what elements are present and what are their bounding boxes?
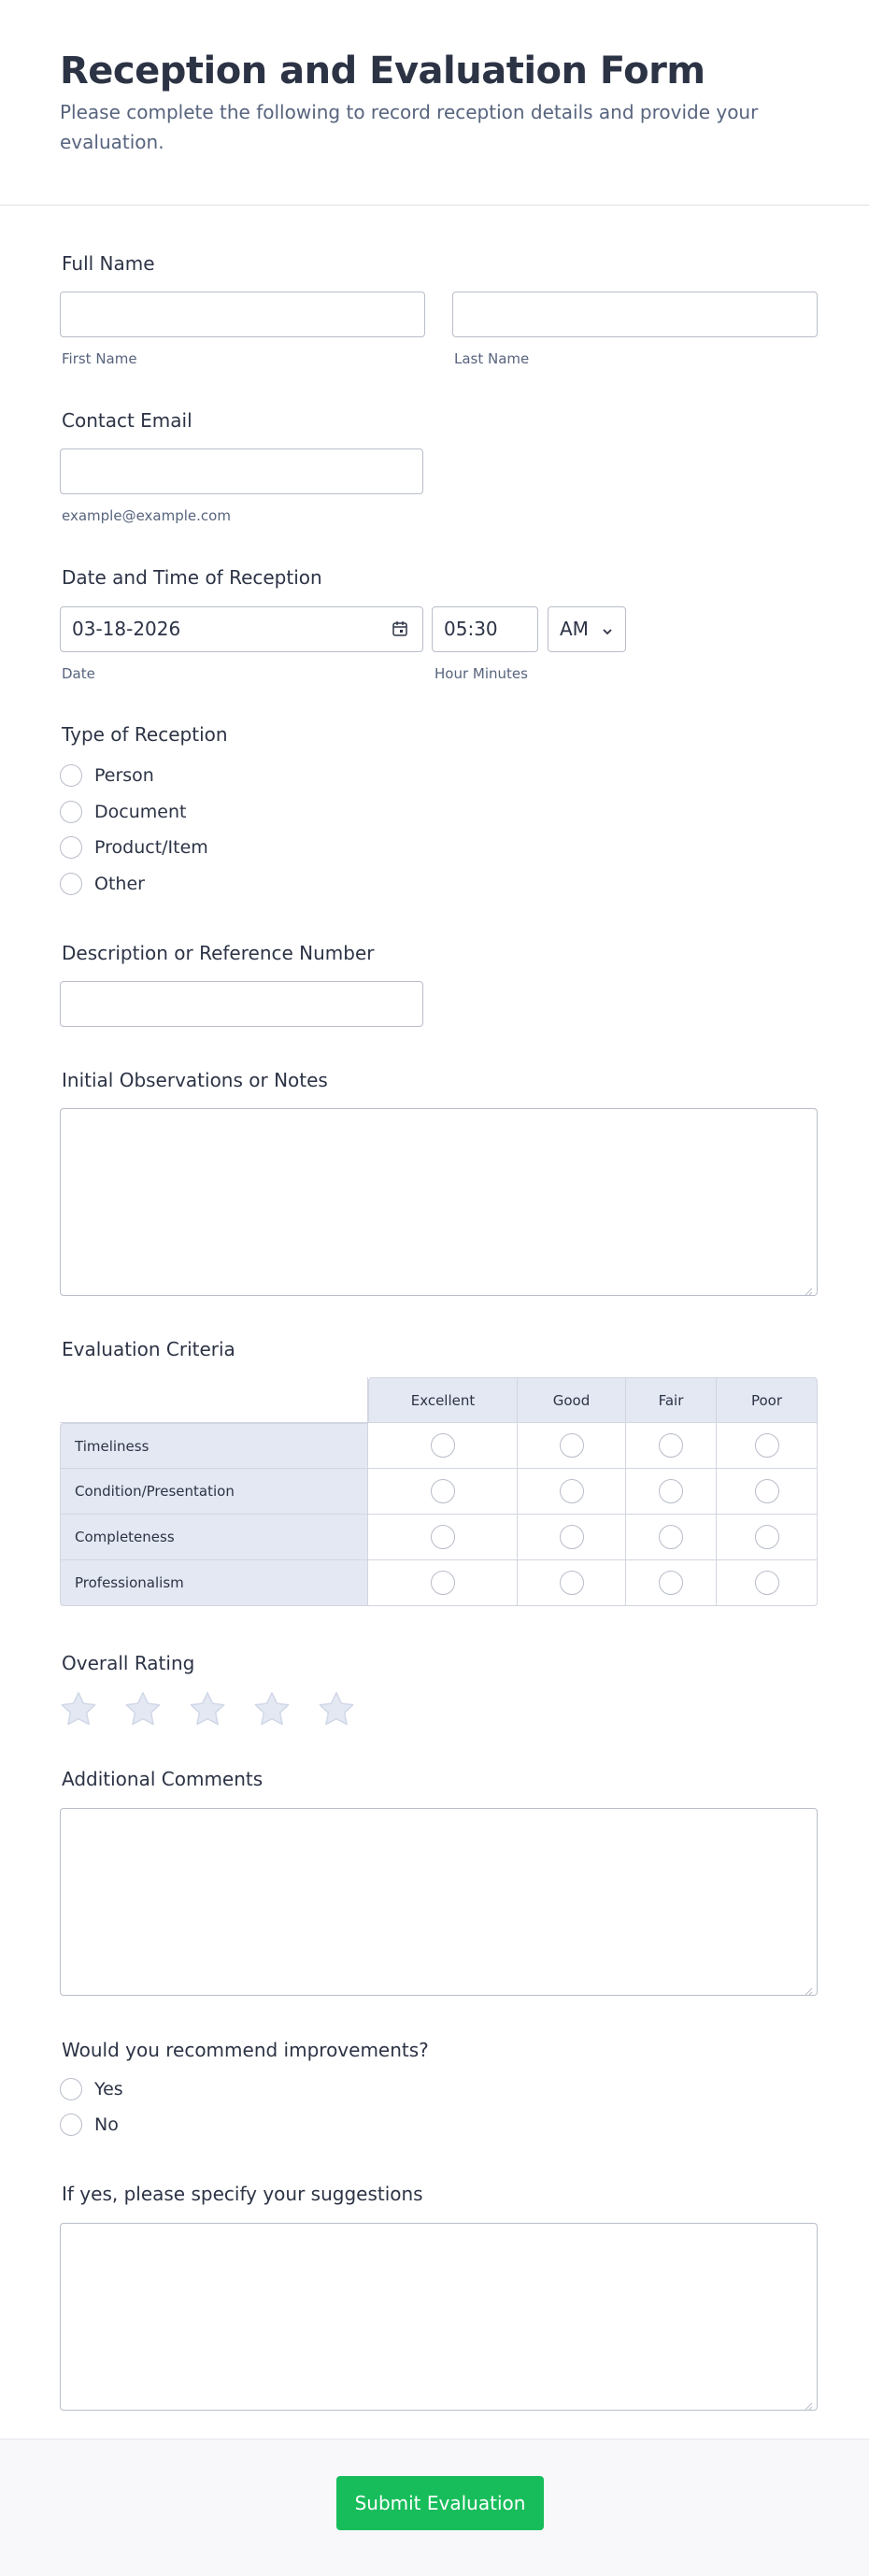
matrix-radio[interactable] — [431, 1571, 455, 1595]
observations-label: Initial Observations or Notes — [62, 1069, 328, 1091]
form-subtitle: Please complete the following to record reception details and provide your evaluation. — [60, 101, 759, 153]
matrix-corner — [60, 1377, 368, 1423]
email-label: Contact Email — [62, 409, 192, 432]
reception-type-label: Type of Reception — [62, 723, 228, 746]
star-icon[interactable] — [252, 1690, 292, 1728]
radio-other[interactable] — [60, 873, 82, 895]
datetime-label: Date and Time of Reception — [62, 566, 322, 589]
full-name-label: Full Name — [62, 252, 155, 275]
comments-label: Additional Comments — [62, 1768, 264, 1790]
matrix-col-good: Good — [518, 1377, 626, 1423]
criteria-label: Evaluation Criteria — [62, 1338, 235, 1360]
radio-label-person[interactable]: Person — [94, 765, 154, 786]
date-sublabel: Date — [62, 665, 95, 682]
matrix-col-excellent: Excellent — [368, 1377, 518, 1423]
matrix-radio[interactable] — [755, 1525, 779, 1549]
form-footer — [0, 2439, 869, 2576]
recommend-label: Would you recommend improvements? — [62, 2039, 429, 2061]
time-input[interactable]: 05:30 — [432, 606, 538, 652]
matrix-radio[interactable] — [659, 1433, 683, 1458]
first-name-input[interactable] — [60, 292, 425, 337]
radio-label-product-item[interactable]: Product/Item — [94, 837, 208, 858]
matrix-radio[interactable] — [659, 1479, 683, 1503]
criteria-matrix — [60, 1377, 818, 1606]
star-icon[interactable] — [59, 1690, 98, 1728]
matrix-row-condition: Condition/Presentation — [60, 1469, 368, 1515]
matrix-radio[interactable] — [755, 1571, 779, 1595]
submit-button[interactable]: Submit Evaluation — [336, 2476, 544, 2530]
ampm-select[interactable]: AM — [548, 606, 626, 652]
star-icon[interactable] — [123, 1690, 163, 1728]
matrix-radio[interactable] — [755, 1479, 779, 1503]
radio-document[interactable] — [60, 801, 82, 823]
matrix-radio[interactable] — [659, 1571, 683, 1595]
resize-grip-icon[interactable] — [804, 2397, 813, 2406]
radio-label-document[interactable]: Document — [94, 802, 187, 822]
matrix-col-poor: Poor — [717, 1377, 818, 1423]
resize-grip-icon[interactable] — [804, 1982, 813, 1991]
email-input[interactable] — [60, 448, 423, 494]
form-title: Reception and Evaluation Form — [60, 50, 705, 93]
observations-textarea[interactable] — [60, 1108, 818, 1296]
radio-product-item[interactable] — [60, 836, 82, 859]
matrix-row-timeliness: Timeliness — [60, 1423, 368, 1469]
rating-label: Overall Rating — [62, 1652, 195, 1674]
matrix-radio[interactable] — [755, 1433, 779, 1458]
matrix-radio[interactable] — [431, 1479, 455, 1503]
chevron-down-icon — [602, 623, 613, 634]
suggestions-label: If yes, please specify your suggestions — [62, 2183, 423, 2205]
matrix-row-completeness: Completeness — [60, 1515, 368, 1560]
last-name-input[interactable] — [452, 292, 818, 337]
reference-input[interactable] — [60, 981, 423, 1027]
matrix-radio[interactable] — [560, 1433, 584, 1458]
resize-grip-icon[interactable] — [804, 1282, 813, 1291]
first-name-sublabel: First Name — [62, 350, 137, 367]
matrix-radio[interactable] — [560, 1571, 584, 1595]
email-sublabel: example@example.com — [62, 507, 231, 524]
radio-person[interactable] — [60, 764, 82, 787]
time-sublabel: Hour Minutes — [434, 665, 528, 682]
radio-no[interactable] — [60, 2113, 82, 2136]
star-icon[interactable] — [317, 1690, 356, 1728]
date-input[interactable]: 03-18-2026 — [60, 606, 423, 652]
matrix-col-fair: Fair — [626, 1377, 717, 1423]
reference-label: Description or Reference Number — [62, 942, 375, 964]
radio-label-no[interactable]: No — [94, 2114, 119, 2135]
matrix-radio[interactable] — [659, 1525, 683, 1549]
matrix-row-professionalism: Professionalism — [60, 1560, 368, 1606]
last-name-sublabel: Last Name — [454, 350, 530, 367]
calendar-icon[interactable] — [392, 620, 408, 637]
matrix-radio[interactable] — [560, 1479, 584, 1503]
radio-yes[interactable] — [60, 2078, 82, 2100]
comments-textarea[interactable] — [60, 1808, 818, 1996]
radio-label-other[interactable]: Other — [94, 874, 145, 894]
matrix-radio[interactable] — [431, 1525, 455, 1549]
suggestions-textarea[interactable] — [60, 2223, 818, 2411]
form-header — [0, 0, 869, 206]
matrix-radio[interactable] — [431, 1433, 455, 1458]
radio-label-yes[interactable]: Yes — [94, 2079, 123, 2099]
matrix-radio[interactable] — [560, 1525, 584, 1549]
star-icon[interactable] — [188, 1690, 227, 1728]
